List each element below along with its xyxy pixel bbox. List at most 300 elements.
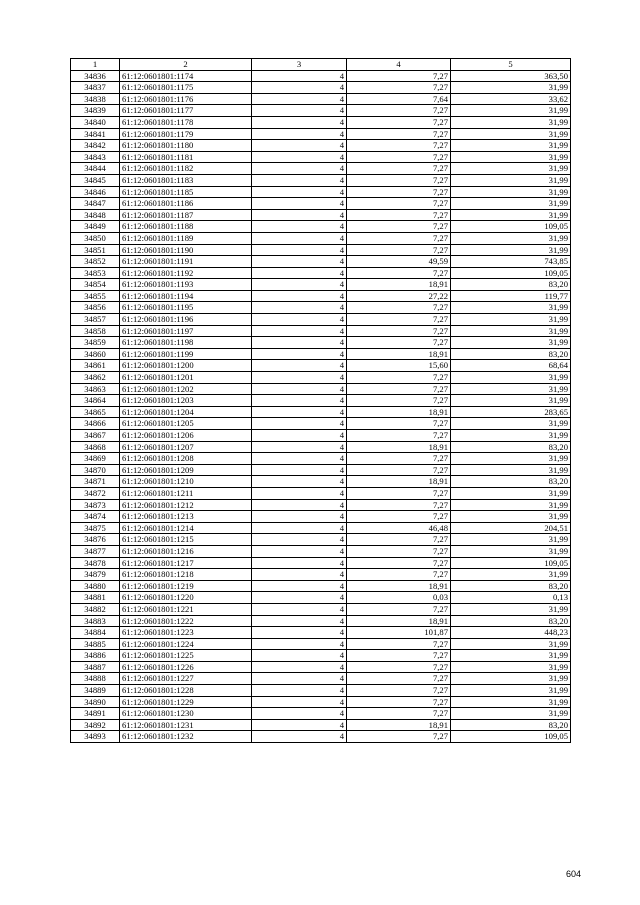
cadastral-number-cell: 61:12:0601801:1176 [120,93,252,105]
cadastral-number-cell: 61:12:0601801:1174 [120,70,252,82]
column-3-cell: 4 [252,522,347,534]
cadastral-number-cell: 61:12:0601801:1202 [120,383,252,395]
table-row [71,221,571,233]
cadastral-number-cell: 61:12:0601801:1195 [120,302,252,314]
row-index-cell: 34869 [71,453,120,465]
row-index-cell: 34854 [71,279,120,291]
row-index-cell: 34855 [71,290,120,302]
column-4-cell: 7,27 [347,140,451,152]
column-5-cell: 83,20 [451,441,571,453]
column-5-cell: 109,05 [451,731,571,743]
table-row [71,557,571,569]
column-header-2: 2 [120,59,252,71]
cadastral-number-cell: 61:12:0601801:1199 [120,348,252,360]
column-3-cell: 4 [252,244,347,256]
row-index-cell: 34843 [71,151,120,163]
column-4-cell: 7,27 [347,430,451,442]
table-row [71,696,571,708]
table-row [71,395,571,407]
cadastral-number-cell: 61:12:0601801:1185 [120,186,252,198]
column-3-cell: 4 [252,82,347,94]
column-3-cell: 4 [252,511,347,523]
table-row [71,82,571,94]
cadastral-number-cell: 61:12:0601801:1229 [120,696,252,708]
cadastral-number-cell: 61:12:0601801:1175 [120,82,252,94]
row-index-cell: 34885 [71,638,120,650]
column-4-cell: 18,91 [347,476,451,488]
table-row [71,453,571,465]
column-5-cell: 109,05 [451,267,571,279]
table-row [71,673,571,685]
column-5-cell: 31,99 [451,534,571,546]
column-4-cell: 7,27 [347,151,451,163]
column-4-cell: 7,27 [347,569,451,581]
column-4-cell: 7,27 [347,116,451,128]
cadastral-number-cell: 61:12:0601801:1189 [120,232,252,244]
column-3-cell: 4 [252,151,347,163]
column-3-cell: 4 [252,372,347,384]
column-3-cell: 4 [252,464,347,476]
column-3-cell: 4 [252,116,347,128]
column-5-cell: 31,99 [451,685,571,697]
column-4-cell: 7,27 [347,418,451,430]
column-5-cell: 31,99 [451,430,571,442]
cadastral-number-cell: 61:12:0601801:1200 [120,360,252,372]
cadastral-number-cell: 61:12:0601801:1187 [120,209,252,221]
column-header-4: 4 [347,59,451,71]
column-3-cell: 4 [252,557,347,569]
table-row [71,174,571,186]
row-index-cell: 34881 [71,592,120,604]
row-index-cell: 34844 [71,163,120,175]
row-index-cell: 34871 [71,476,120,488]
column-5-cell: 31,99 [451,650,571,662]
cadastral-number-cell: 61:12:0601801:1216 [120,545,252,557]
column-3-cell: 4 [252,708,347,720]
row-index-cell: 34893 [71,731,120,743]
table-row [71,93,571,105]
column-4-cell: 49,59 [347,256,451,268]
column-3-cell: 4 [252,673,347,685]
cadastral-number-cell: 61:12:0601801:1232 [120,731,252,743]
column-5-cell: 31,99 [451,383,571,395]
column-3-cell: 4 [252,650,347,662]
cadastral-number-cell: 61:12:0601801:1204 [120,406,252,418]
row-index-cell: 34849 [71,221,120,233]
row-index-cell: 34847 [71,198,120,210]
row-index-cell: 34872 [71,487,120,499]
table-row [71,638,571,650]
cadastral-number-cell: 61:12:0601801:1194 [120,290,252,302]
table-row [71,116,571,128]
table-row [71,661,571,673]
column-5-cell: 31,99 [451,140,571,152]
column-4-cell: 7,27 [347,372,451,384]
cadastral-number-cell: 61:12:0601801:1190 [120,244,252,256]
column-5-cell: 31,99 [451,174,571,186]
row-index-cell: 34867 [71,430,120,442]
row-index-cell: 34863 [71,383,120,395]
column-4-cell: 7,27 [347,267,451,279]
column-5-cell: 83,20 [451,279,571,291]
cadastral-number-cell: 61:12:0601801:1192 [120,267,252,279]
column-4-cell: 18,91 [347,279,451,291]
column-3-cell: 4 [252,198,347,210]
cadastral-number-cell: 61:12:0601801:1223 [120,627,252,639]
cadastral-number-cell: 61:12:0601801:1207 [120,441,252,453]
table-row [71,198,571,210]
cadastral-number-cell: 61:12:0601801:1196 [120,314,252,326]
column-5-cell: 31,99 [451,603,571,615]
column-3-cell: 4 [252,256,347,268]
column-4-cell: 7,27 [347,70,451,82]
column-4-cell: 7,27 [347,487,451,499]
row-index-cell: 34883 [71,615,120,627]
column-4-cell: 7,27 [347,174,451,186]
table-row [71,325,571,337]
cadastral-number-cell: 61:12:0601801:1227 [120,673,252,685]
column-4-cell: 18,91 [347,615,451,627]
column-3-cell: 4 [252,592,347,604]
row-index-cell: 34841 [71,128,120,140]
column-4-cell: 7,27 [347,198,451,210]
column-3-cell: 4 [252,545,347,557]
column-5-cell: 83,20 [451,580,571,592]
cadastral-number-cell: 61:12:0601801:1180 [120,140,252,152]
column-5-cell: 363,50 [451,70,571,82]
row-index-cell: 34889 [71,685,120,697]
page-number: 604 [566,869,582,879]
column-3-cell: 4 [252,290,347,302]
column-4-cell: 7,27 [347,650,451,662]
cadastral-number-cell: 61:12:0601801:1203 [120,395,252,407]
table-row [71,464,571,476]
table-row [71,383,571,395]
column-4-cell: 7,27 [347,499,451,511]
table-row [71,244,571,256]
row-index-cell: 34839 [71,105,120,117]
row-index-cell: 34865 [71,406,120,418]
column-4-cell: 18,91 [347,348,451,360]
column-3-cell: 4 [252,627,347,639]
table-row [71,209,571,221]
column-4-cell: 7,27 [347,557,451,569]
table-row [71,685,571,697]
column-5-cell: 83,20 [451,615,571,627]
table-row [71,627,571,639]
column-3-cell: 4 [252,383,347,395]
column-3-cell: 4 [252,302,347,314]
row-index-cell: 34864 [71,395,120,407]
cadastral-number-cell: 61:12:0601801:1230 [120,708,252,720]
column-5-cell: 83,20 [451,476,571,488]
column-4-cell: 7,27 [347,511,451,523]
row-index-cell: 34892 [71,719,120,731]
cadastral-number-cell: 61:12:0601801:1177 [120,105,252,117]
cadastral-number-cell: 61:12:0601801:1209 [120,464,252,476]
column-5-cell: 31,99 [451,314,571,326]
table-row [71,731,571,743]
cadastral-number-cell: 61:12:0601801:1211 [120,487,252,499]
column-4-cell: 7,27 [347,395,451,407]
column-3-cell: 4 [252,476,347,488]
column-3-cell: 4 [252,406,347,418]
table-row [71,603,571,615]
column-3-cell: 4 [252,186,347,198]
column-3-cell: 4 [252,731,347,743]
column-4-cell: 7,27 [347,638,451,650]
column-5-cell: 0,13 [451,592,571,604]
column-3-cell: 4 [252,685,347,697]
column-5-cell: 31,99 [451,638,571,650]
table-row [71,128,571,140]
column-5-cell: 31,99 [451,244,571,256]
cadastral-number-cell: 61:12:0601801:1181 [120,151,252,163]
column-5-cell: 743,85 [451,256,571,268]
row-index-cell: 34845 [71,174,120,186]
column-5-cell: 31,99 [451,302,571,314]
column-3-cell: 4 [252,325,347,337]
row-index-cell: 34856 [71,302,120,314]
row-index-cell: 34874 [71,511,120,523]
row-index-cell: 34875 [71,522,120,534]
column-4-cell: 7,27 [347,302,451,314]
table-row [71,360,571,372]
column-4-cell: 7,27 [347,673,451,685]
column-5-cell: 31,99 [451,499,571,511]
column-4-cell: 7,27 [347,464,451,476]
cadastral-number-cell: 61:12:0601801:1191 [120,256,252,268]
column-3-cell: 4 [252,221,347,233]
table-row [71,70,571,82]
row-index-cell: 34879 [71,569,120,581]
row-index-cell: 34838 [71,93,120,105]
column-4-cell: 7,27 [347,696,451,708]
row-index-cell: 34888 [71,673,120,685]
row-index-cell: 34842 [71,140,120,152]
row-index-cell: 34857 [71,314,120,326]
cadastral-number-cell: 61:12:0601801:1198 [120,337,252,349]
table-row [71,430,571,442]
row-index-cell: 34884 [71,627,120,639]
table-row [71,256,571,268]
cadastral-number-cell: 61:12:0601801:1210 [120,476,252,488]
row-index-cell: 34848 [71,209,120,221]
column-3-cell: 4 [252,441,347,453]
column-4-cell: 7,27 [347,314,451,326]
column-5-cell: 31,99 [451,696,571,708]
row-index-cell: 34846 [71,186,120,198]
table-row [71,592,571,604]
column-3-cell: 4 [252,487,347,499]
cadastral-number-cell: 61:12:0601801:1188 [120,221,252,233]
column-3-cell: 4 [252,696,347,708]
column-5-cell: 31,99 [451,325,571,337]
cadastral-number-cell: 61:12:0601801:1217 [120,557,252,569]
row-index-cell: 34837 [71,82,120,94]
column-5-cell: 31,99 [451,82,571,94]
table-row [71,441,571,453]
cadastral-number-cell: 61:12:0601801:1212 [120,499,252,511]
column-5-cell: 109,05 [451,221,571,233]
table-row [71,406,571,418]
column-4-cell: 7,27 [347,221,451,233]
column-5-cell: 68,64 [451,360,571,372]
table-body [71,70,571,742]
column-4-cell: 7,27 [347,708,451,720]
cadastral-number-cell: 61:12:0601801:1231 [120,719,252,731]
column-5-cell: 31,99 [451,464,571,476]
cadastral-number-cell: 61:12:0601801:1206 [120,430,252,442]
cadastral-number-cell: 61:12:0601801:1208 [120,453,252,465]
column-5-cell: 109,05 [451,557,571,569]
column-3-cell: 4 [252,534,347,546]
column-4-cell: 7,64 [347,93,451,105]
column-3-cell: 4 [252,279,347,291]
table-row [71,615,571,627]
row-index-cell: 34870 [71,464,120,476]
column-4-cell: 18,91 [347,441,451,453]
row-index-cell: 34877 [71,545,120,557]
column-3-cell: 4 [252,580,347,592]
column-3-cell: 4 [252,615,347,627]
cadastral-number-cell: 61:12:0601801:1183 [120,174,252,186]
table-row [71,279,571,291]
column-4-cell: 7,27 [347,545,451,557]
header-row [71,59,571,71]
row-index-cell: 34858 [71,325,120,337]
table-row [71,105,571,117]
table-row [71,290,571,302]
column-5-cell: 31,99 [451,372,571,384]
column-5-cell: 31,99 [451,105,571,117]
cadastral-number-cell: 61:12:0601801:1222 [120,615,252,627]
cadastral-number-cell: 61:12:0601801:1197 [120,325,252,337]
column-3-cell: 4 [252,430,347,442]
row-index-cell: 34891 [71,708,120,720]
table-row [71,140,571,152]
column-5-cell: 31,99 [451,151,571,163]
row-index-cell: 34853 [71,267,120,279]
table-row [71,267,571,279]
column-5-cell: 283,65 [451,406,571,418]
column-3-cell: 4 [252,453,347,465]
column-3-cell: 4 [252,418,347,430]
column-4-cell: 46,48 [347,522,451,534]
cadastral-number-cell: 61:12:0601801:1225 [120,650,252,662]
column-4-cell: 18,91 [347,719,451,731]
column-5-cell: 31,99 [451,209,571,221]
column-4-cell: 7,27 [347,232,451,244]
column-3-cell: 4 [252,174,347,186]
row-index-cell: 34851 [71,244,120,256]
column-5-cell: 31,99 [451,186,571,198]
table-row [71,580,571,592]
table-row [71,545,571,557]
column-5-cell: 31,99 [451,511,571,523]
column-5-cell: 31,99 [451,116,571,128]
cadastral-number-cell: 61:12:0601801:1178 [120,116,252,128]
cadastral-number-cell: 61:12:0601801:1201 [120,372,252,384]
column-5-cell: 31,99 [451,487,571,499]
column-5-cell: 83,20 [451,348,571,360]
row-index-cell: 34876 [71,534,120,546]
column-5-cell: 31,99 [451,453,571,465]
column-4-cell: 7,27 [347,453,451,465]
table-row [71,650,571,662]
column-5-cell: 119,77 [451,290,571,302]
row-index-cell: 34886 [71,650,120,662]
column-4-cell: 7,27 [347,685,451,697]
column-3-cell: 4 [252,360,347,372]
column-3-cell: 4 [252,499,347,511]
column-5-cell: 31,99 [451,673,571,685]
column-5-cell: 204,51 [451,522,571,534]
column-5-cell: 31,99 [451,708,571,720]
row-index-cell: 34880 [71,580,120,592]
column-4-cell: 0,03 [347,592,451,604]
row-index-cell: 34866 [71,418,120,430]
column-4-cell: 7,27 [347,209,451,221]
column-5-cell: 31,99 [451,545,571,557]
column-4-cell: 18,91 [347,406,451,418]
column-5-cell: 31,99 [451,198,571,210]
table-row [71,476,571,488]
column-4-cell: 7,27 [347,534,451,546]
row-index-cell: 34887 [71,661,120,673]
table-row [71,418,571,430]
column-4-cell: 7,27 [347,337,451,349]
column-3-cell: 4 [252,337,347,349]
column-3-cell: 4 [252,105,347,117]
cadastral-number-cell: 61:12:0601801:1224 [120,638,252,650]
column-3-cell: 4 [252,70,347,82]
column-5-cell: 31,99 [451,128,571,140]
row-index-cell: 34859 [71,337,120,349]
column-3-cell: 4 [252,163,347,175]
table-row [71,314,571,326]
table-row [71,372,571,384]
table-row [71,719,571,731]
column-4-cell: 27,22 [347,290,451,302]
column-4-cell: 7,27 [347,105,451,117]
cadastral-number-cell: 61:12:0601801:1221 [120,603,252,615]
cadastral-number-cell: 61:12:0601801:1228 [120,685,252,697]
cadastral-number-cell: 61:12:0601801:1220 [120,592,252,604]
row-index-cell: 34836 [71,70,120,82]
column-3-cell: 4 [252,348,347,360]
row-index-cell: 34850 [71,232,120,244]
table-row [71,151,571,163]
cadastral-number-cell: 61:12:0601801:1218 [120,569,252,581]
row-index-cell: 34882 [71,603,120,615]
column-4-cell: 7,27 [347,661,451,673]
column-header-3: 3 [252,59,347,71]
row-index-cell: 34861 [71,360,120,372]
column-5-cell: 31,99 [451,232,571,244]
row-index-cell: 34860 [71,348,120,360]
column-3-cell: 4 [252,128,347,140]
column-3-cell: 4 [252,719,347,731]
column-3-cell: 4 [252,232,347,244]
column-5-cell: 31,99 [451,395,571,407]
column-3-cell: 4 [252,267,347,279]
column-4-cell: 7,27 [347,731,451,743]
table-row [71,337,571,349]
column-3-cell: 4 [252,569,347,581]
table-row [71,163,571,175]
cadastral-number-cell: 61:12:0601801:1186 [120,198,252,210]
